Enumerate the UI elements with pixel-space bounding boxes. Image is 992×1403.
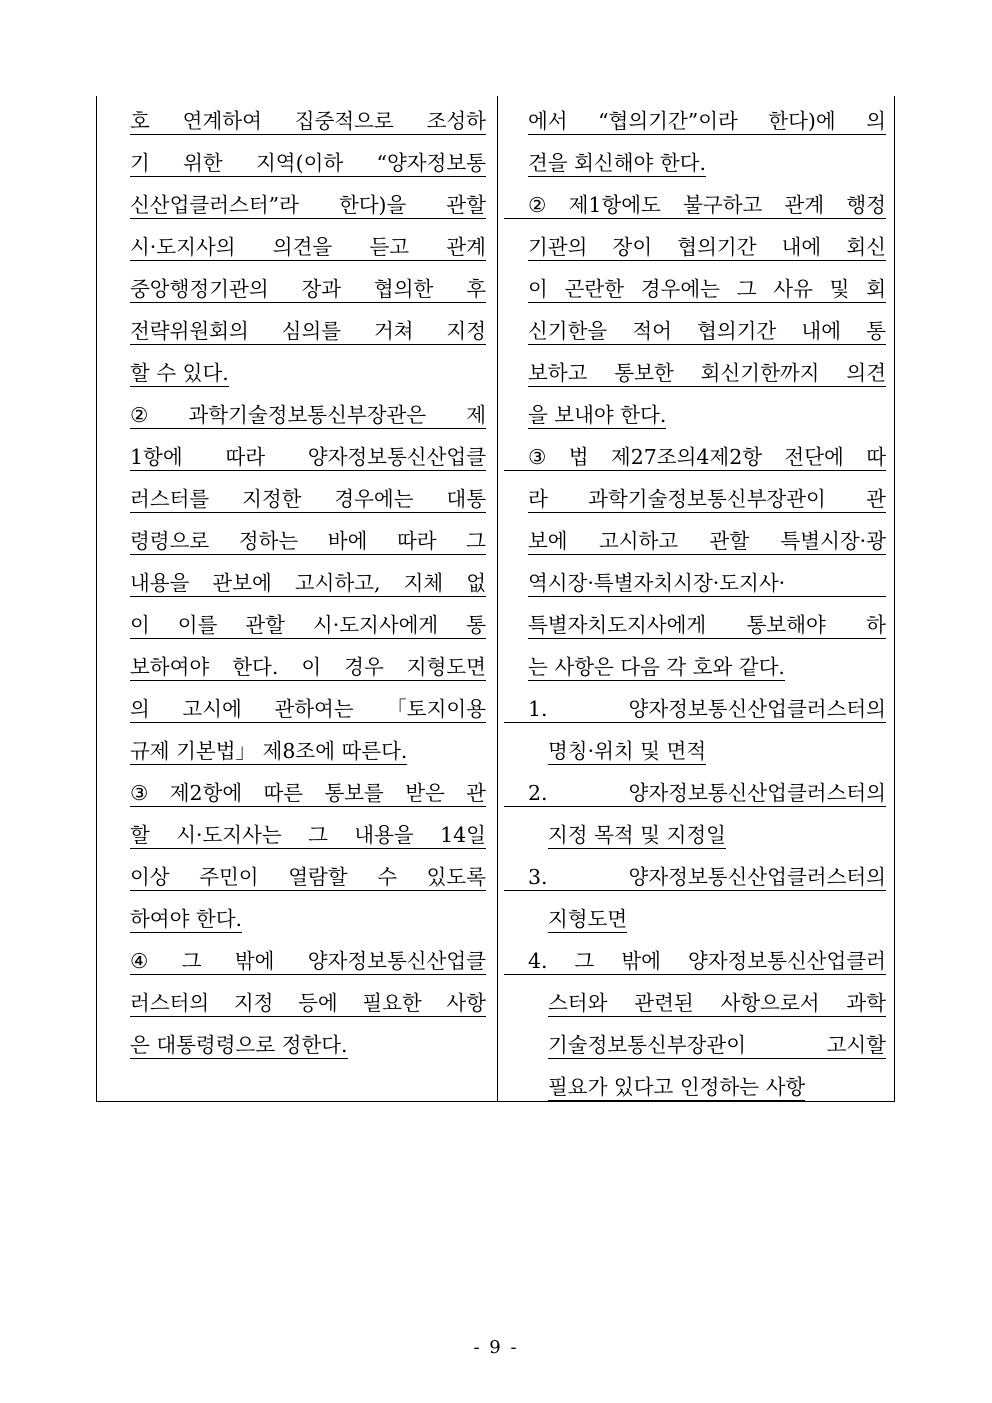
line-text: 전략위원회의 심의를 거쳐 지정 [130,321,486,346]
line-text: 신기한을 적어 협의기간 내에 통 [528,321,886,346]
line-text: ④ 그 밖에 양자정보통신산업클 [130,951,486,976]
text-line [130,348,486,390]
text-line [528,222,886,264]
column-divider [497,96,498,1101]
line-text: 지형도면 [548,909,627,934]
text-line [528,768,886,810]
text-line [528,306,886,348]
text-line [528,516,886,558]
line-text: 1항에 따라 양자정보통신산업클 [130,447,486,472]
line-text: 기 위한 지역(이하 “양자정보통 [130,153,486,178]
text-line [528,390,886,432]
line-text: 2. 양자정보통신산업클러스터의 [504,783,886,808]
text-line [130,138,486,180]
text-line [130,1020,486,1062]
line-text: 기관의 장이 협의기간 내에 회신 [528,237,886,262]
line-text: 필요가 있다고 인정하는 사항 [548,1077,805,1102]
line-text: 명칭·위치 및 면적 [548,741,706,766]
line-text: 보하고 통보한 회신기한까지 의견 [528,363,886,388]
text-line [528,810,886,852]
text-line [130,642,486,684]
text-line [130,852,486,894]
line-text: ② 제1항에도 불구하고 관계 행정 [504,195,886,220]
line-text: ③ 법 제27조의4제2항 전단에 따 [504,447,886,472]
text-line [130,264,486,306]
line-text: 3. 양자정보통신산업클러스터의 [504,867,886,892]
line-text: 특별자치도지사에게 통보해야 하 [528,615,886,640]
line-text: 4. 그 밖에 양자정보통신산업클러 [504,951,886,976]
comparison-table [96,96,895,1102]
text-line [130,684,486,726]
line-text: ② 과학기술정보통신부장관은 제 [130,405,486,430]
text-line [528,684,886,726]
text-line [528,642,886,684]
text-line [528,852,886,894]
text-line [528,474,886,516]
text-line [528,558,886,600]
line-text: 할 시·도지사는 그 내용을 14일 [130,825,486,850]
text-line [130,306,486,348]
line-text: 스터와 관련된 사항으로서 과학 [548,993,886,1018]
line-text: 기술정보통신부장관이 고시할 [548,1035,886,1060]
line-text: ③ 제2항에 따른 통보를 받은 관 [130,783,486,808]
line-text: 규제 기본법」 제8조에 따른다. [130,741,407,766]
line-text: 보하여야 한다. 이 경우 지형도면 [130,657,486,682]
text-line [528,978,886,1020]
line-text: 는 사항은 다음 각 호와 같다. [528,657,785,682]
line-text: 견을 회신해야 한다. [528,153,706,178]
line-text: 이상 주민이 열람할 수 있도록 [130,867,486,892]
line-text: 내용을 관보에 고시하고, 지체 없 [130,573,486,598]
text-line [528,432,886,474]
line-text: 역시장·특별자치시장·도지사· [528,573,886,598]
text-line [528,894,886,936]
text-line [130,390,486,432]
line-text: 의 고시에 관하여는 「토지이용 [130,699,486,724]
text-line [130,936,486,978]
text-line [528,348,886,390]
line-text: 을 보내야 한다. [528,405,666,430]
text-line [528,1020,886,1062]
left-column [130,96,486,1062]
text-line [130,180,486,222]
text-line [528,96,886,138]
line-text: 라 과학기술정보통신부장관이 관 [528,489,886,514]
line-text: 할 수 있다. [130,363,229,388]
text-line [130,810,486,852]
text-line [130,768,486,810]
text-line [528,264,886,306]
line-text: 1. 양자정보통신산업클러스터의 [504,699,886,724]
line-text: 러스터의 지정 등에 필요한 사항 [130,993,486,1018]
line-text: 시·도지사의 의견을 듣고 관계 [130,237,486,262]
line-text: 령령으로 정하는 바에 따라 그 [130,531,486,556]
line-text: 지정 목적 및 지정일 [548,825,726,850]
line-text: 은 대통령령으로 정한다. [130,1035,348,1060]
text-line [130,474,486,516]
text-line [528,180,886,222]
text-line [130,222,486,264]
text-line [130,978,486,1020]
line-text: 중앙행정기관의 장과 협의한 후 [130,279,486,304]
page-number: - 9 - [473,1337,519,1358]
text-line [528,936,886,978]
line-text: 호 연계하여 집중적으로 조성하 [130,111,486,136]
line-text: 러스터를 지정한 경우에는 대통 [130,489,486,514]
text-line [130,432,486,474]
line-text: 에서 “협의기간”이라 한다)에 의 [528,111,886,136]
right-column [528,96,886,1104]
text-line [130,96,486,138]
text-line [130,894,486,936]
text-line [528,138,886,180]
text-line [528,600,886,642]
line-text: 보에 고시하고 관할 특별시장·광 [528,531,886,556]
line-text: 이 곤란한 경우에는 그 사유 및 회 [528,279,886,304]
text-line [528,726,886,768]
text-line [130,558,486,600]
text-line [528,1062,886,1104]
text-line [130,600,486,642]
line-text: 하여야 한다. [130,909,242,934]
line-text: 신산업클러스터”라 한다)을 관할 [130,195,486,220]
text-line [130,516,486,558]
line-text: 이 이를 관할 시·도지사에게 통 [130,615,486,640]
text-line [130,726,486,768]
